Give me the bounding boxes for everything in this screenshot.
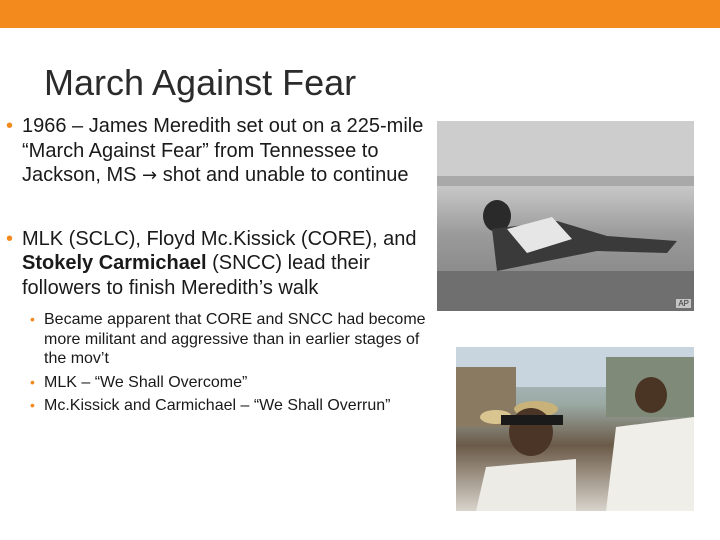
bullet-dot-icon: • [30, 397, 35, 413]
bullet-dot-icon: • [30, 373, 35, 390]
bullet-dot-icon: • [6, 115, 14, 137]
sub-bullet-text: Became apparent that CORE and SNCC had become more militant and aggressive than in earlier stages of the mov’t [44, 311, 426, 367]
bullet-dot-icon: • [30, 311, 35, 327]
bullet-text: (SNCC) lead their followers to finish Meredith’s walk [22, 252, 370, 299]
photo-placeholder-shapes [456, 347, 694, 511]
bullet-text: MLK (SCLC), Floyd Mc.Kissick (CORE), and [22, 227, 417, 250]
sub-bullet-text: MLK – “We Shall Overcome” [44, 373, 248, 391]
bullet-list [6, 114, 426, 420]
sub-bullet-list [22, 310, 426, 416]
meredith-shooting-photo [437, 121, 694, 311]
photo-credit-label: AP [678, 299, 689, 308]
march-leaders-photo [456, 347, 694, 511]
sub-bullet-item [22, 310, 426, 369]
bullet-dot-icon: • [6, 227, 14, 250]
arrow-right-icon: → [142, 165, 158, 186]
photo-placeholder-shapes [437, 121, 694, 311]
top-accent-bar [0, 0, 720, 28]
sub-bullet-text: Mc.Kissick and Carmichael – “We Shall Overrun” [44, 397, 391, 414]
bullet-item [6, 227, 426, 416]
bullet-text: 1966 – James Meredith set out on a 225-mile “March Against Fear” from Tennessee to Jackson, MS [22, 115, 424, 186]
bullet-text: shot and unable to continue [157, 164, 409, 186]
bullet-bold-name: Stokely Carmichael [22, 252, 207, 274]
sub-bullet-item [22, 396, 426, 416]
slide-title: March Against Fear [44, 62, 357, 103]
bullet-item [6, 114, 426, 189]
sub-bullet-item [22, 373, 426, 393]
